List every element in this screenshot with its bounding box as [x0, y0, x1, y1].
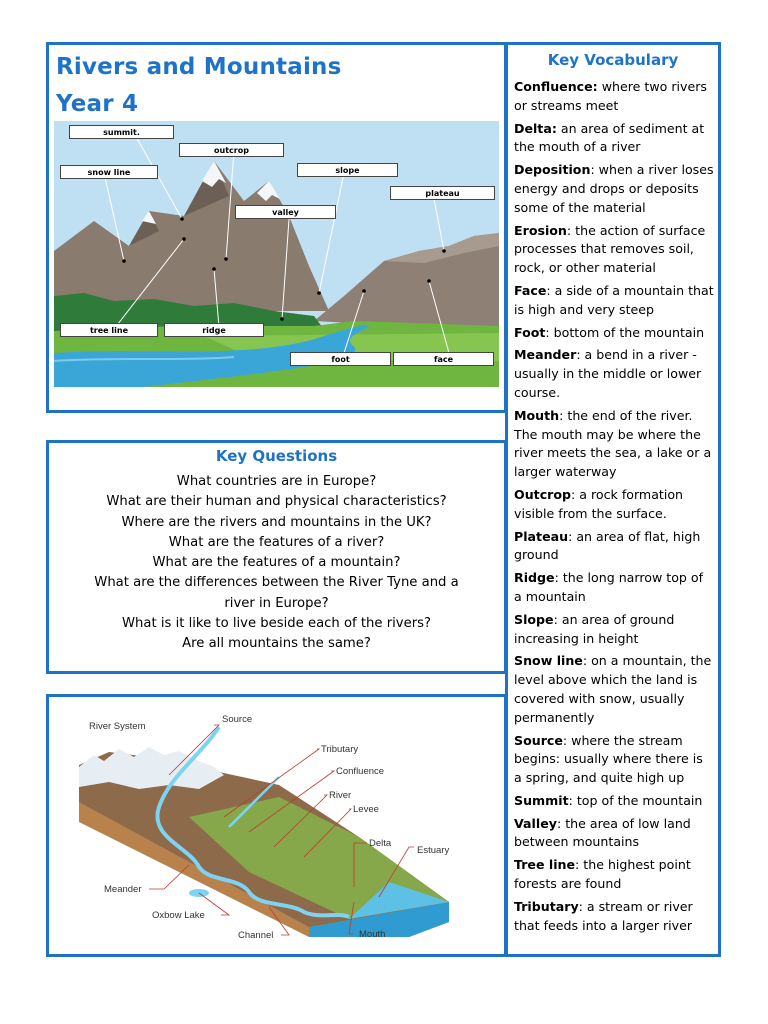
- vocab-term: Tree line: [514, 857, 576, 873]
- vocab-definition: an area of sediment at the mouth of a river: [514, 120, 705, 155]
- question-item: What are the features of a mountain?: [152, 555, 401, 571]
- question-item: river in Europe?: [224, 595, 329, 611]
- key-questions-title: Key Questions: [215, 447, 338, 465]
- vocab-item: [514, 815, 714, 853]
- vocab-term: Tributary: [514, 898, 579, 914]
- label-tree-line: tree line: [60, 323, 158, 337]
- label-river: River: [329, 790, 352, 801]
- vocab-term: Delta:: [514, 120, 557, 136]
- label-valley: valley: [235, 205, 336, 219]
- snowy-peaks: [79, 747, 224, 789]
- vocab-item: [514, 120, 714, 158]
- label-snow-line: snow line: [60, 165, 158, 179]
- river-system-panel: [46, 694, 507, 957]
- vocab-item: [514, 569, 714, 607]
- page-subtitle-year: Year 4: [56, 91, 139, 117]
- question-item: What countries are in Europe?: [176, 474, 377, 489]
- vocab-definition: : an area of ground increasing in height: [514, 611, 675, 646]
- vocab-definition: : when a river loses energy and drops or deposits some of the material: [514, 162, 714, 215]
- question-item: What are the differences between the River Tyne and a: [94, 575, 459, 591]
- label-estuary: Estuary: [417, 845, 450, 856]
- label-delta: Delta: [369, 838, 392, 849]
- vocab-term: Summit: [514, 792, 569, 808]
- vocab-item: [514, 346, 714, 402]
- vocab-item: [514, 856, 714, 894]
- vocab-definition: : a side of a mountain that is high and very steep: [514, 282, 714, 317]
- vocab-item: [514, 611, 714, 649]
- vocab-item: [514, 652, 714, 727]
- vocab-definition: : an area of flat, high ground: [514, 528, 701, 563]
- vocab-definition: : a stream or river that feeds into a larger river: [514, 898, 693, 933]
- vocab-item: [514, 222, 714, 278]
- vocab-term: Mouth: [514, 407, 560, 423]
- label-slope: slope: [297, 163, 398, 177]
- vocab-item: [514, 78, 714, 116]
- label-meander: Meander: [104, 884, 142, 895]
- mountain-illustration: [54, 121, 499, 387]
- vocab-term: Ridge: [514, 570, 555, 586]
- mountains-panel: [46, 42, 507, 413]
- river-system-caption: River System: [89, 721, 146, 732]
- vocab-definition: : bottom of the mountain: [545, 324, 705, 340]
- label-oxbow-lake: Oxbow Lake: [152, 910, 205, 921]
- vocab-term: Valley: [514, 815, 557, 831]
- vocab-definition: : the long narrow top of a mountain: [514, 570, 704, 604]
- vocab-definition: : on a mountain, the level above which the land is covered with snow, usually permanently: [514, 653, 712, 725]
- label-source: Source: [222, 714, 253, 725]
- label-ridge: ridge: [164, 323, 264, 337]
- vocab-item: [514, 282, 714, 320]
- page-title: Rivers and Mountains: [56, 54, 342, 80]
- vocab-definition: : the highest point forests are found: [514, 857, 691, 892]
- vocab-term: Erosion: [514, 222, 567, 238]
- label-outcrop: outcrop: [179, 143, 284, 157]
- river-system-diagram: [49, 697, 504, 954]
- vocab-definition: : a rock formation visible from the surface.: [514, 486, 684, 521]
- vocab-item: [514, 324, 714, 343]
- vocab-definition: : the area of low land between mountains: [514, 815, 691, 850]
- key-vocabulary-title: Key Vocabulary: [547, 51, 679, 69]
- vocab-item: [514, 792, 714, 811]
- key-vocabulary-panel: [505, 42, 721, 957]
- label-tributary: Tributary: [321, 744, 359, 755]
- vocab-term: Deposition: [514, 162, 591, 178]
- vocab-term: Slope: [514, 611, 554, 627]
- mountain-diagram: [54, 121, 499, 387]
- key-questions-list: [57, 472, 496, 655]
- question-item: What are their human and physical characteristics?: [106, 494, 447, 510]
- vocab-term: Meander: [514, 347, 577, 363]
- label-mouth: Mouth: [359, 929, 386, 940]
- vocab-definition: : where the stream begins: usually where there is a spring, and quite high up: [514, 732, 703, 786]
- label-summit: summit.: [69, 125, 174, 139]
- vocab-term: Snow line: [514, 653, 583, 669]
- vocab-definition: : the action of surface processes that removes soil, rock, or other material: [514, 222, 706, 276]
- vocab-definition: : top of the mountain: [568, 792, 703, 808]
- vocab-term: Confluence:: [514, 79, 598, 94]
- vocab-item: [514, 528, 714, 566]
- label-levee: Levee: [353, 804, 379, 815]
- question-item: Where are the rivers and mountains in the UK?: [121, 514, 432, 530]
- key-questions-panel: [46, 440, 507, 674]
- vocab-term: Source: [514, 732, 563, 748]
- vocab-term: Outcrop: [514, 486, 572, 502]
- label-foot: foot: [290, 352, 391, 366]
- vocab-item: [514, 732, 714, 788]
- vocab-item: [514, 161, 714, 217]
- question-item: Are all mountains the same?: [182, 636, 371, 652]
- label-plateau: plateau: [390, 186, 495, 200]
- vocab-item: [514, 407, 714, 482]
- vocab-definition: : a bend in a river - usually in the middle or lower course.: [514, 347, 702, 400]
- vocab-term: Face: [514, 282, 547, 298]
- question-item: What are the features of a river?: [168, 534, 385, 550]
- vocab-item: [514, 486, 714, 524]
- vocab-term: Foot: [514, 324, 546, 340]
- question-item: What is it like to live beside each of the rivers?: [122, 616, 431, 632]
- label-channel: Channel: [238, 930, 274, 941]
- vocab-item: [514, 898, 714, 936]
- vocab-definition: where two rivers or streams meet: [514, 79, 707, 113]
- vocab-definition: : the end of the river. The mouth may be where the river meets the sea, a lake or a larger waterway: [514, 407, 712, 480]
- label-confluence: Confluence: [336, 766, 385, 777]
- vocabulary-list: [514, 78, 714, 939]
- label-face: face: [393, 352, 494, 366]
- vocab-term: Plateau: [514, 528, 569, 544]
